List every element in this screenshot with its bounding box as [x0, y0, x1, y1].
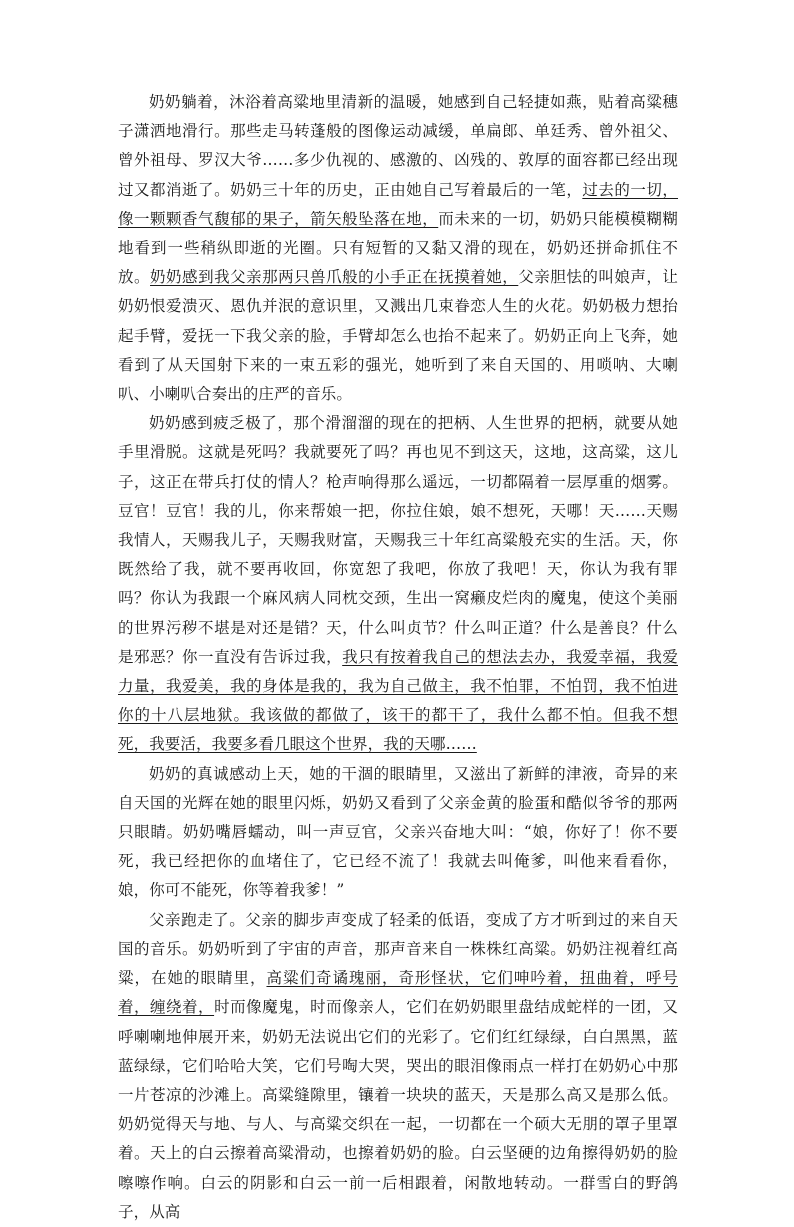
- underlined-text: 高粱们奇谲瑰丽，奇形怪状，它们呻吟着，扭曲着，呼号着，缠绕着，: [118, 969, 678, 1017]
- underlined-text: 过去的一切，像一颗颗香气馥郁的果子，箭矢般坠落在地，: [118, 180, 679, 228]
- paragraph-text: 奶奶感到疲乏极了，那个滑溜溜的现在的把柄、人生世界的把柄，就要从她手里滑脱。这就是死吗？我就要死了吗？再也见不到这天，这地，这高粱，这儿子，这正在带兵打仗的情人？枪声响得那么遥远，一切都隔着一层厚重的烟雾。豆官！豆官！我的儿，你来帮娘一把，你拉住娘，娘不想死，天哪！天……天赐我情人，天赐我儿子，天赐我财富，天赐我三十年红高粱般充实的生活。天，你既然给了我，就不要再收回，你宽恕了我吧，你放了我吧！天，你认为我有罪吗？你认为我跟一个麻风病人同枕交颈，生出一窝癞皮烂肉的魔鬼，使这个美丽的世界污秽不堪是对还是错？天，什么叫贞节？什么叫正道？什么是善良？什么是邪恶？你一直没有告诉过我，: [118, 414, 678, 666]
- underlined-text: 我只有按着我自己的想法去办，我爱幸福，我爱力量，我爱美，我的身体是我的，我为自己做主，我不怕罪，不怕罚，我不怕进你的十八层地狱。我该做的都做了，该干的都干了，我什么都不怕。但我不想死，我要活，我要多看几眼这个世界，我的天哪……: [118, 647, 678, 754]
- paragraph-text: 父亲跑走了。父亲的脚步声变成了轻柔的低语，变成了方才听到过的来自天国的音乐。奶奶听到了宇宙的声音，那声音来自一株株红高粱。奶奶注视着红高粱，在她的眼睛里，: [118, 910, 678, 988]
- underlined-text: 奶奶感到我父亲那两只兽爪般的小手正在抚摸着她，: [150, 268, 519, 287]
- paragraph-1: [118, 88, 678, 409]
- paragraph-text: 而未来的一切，奶奶只能模模糊糊地看到一些稍纵即逝的光圈。只有短暂的又黏又滑的现在，奶奶还拼命抓住不放。: [118, 209, 678, 287]
- paragraph-text: 时而像魔鬼，时而像亲人，它们在奶奶眼里盘结成蛇样的一团，又呼喇喇地伸展开来，奶奶无法说出它们的光彩了。它们红红绿绿，白白黑黑，蓝蓝绿绿，它们哈哈大笑，它们号啕大哭，哭出的眼泪像雨点一样打在奶奶心中那一片苍凉的沙滩上。高粱缝隙里，镶着一块块的蓝天，天是那么高又是那么低。奶奶觉得天与地、与人、与高粱交织在一起，一切都在一个硕大无朋的罩子里罩着。天上的白云擦着高粱滑动，也擦着奶奶的脸。白云坚硬的边角擦得奶奶的脸嚓嚓作响。白云的阴影和白云一前一后相跟着，闲散地转动。一群雪白的野鸽子，从高: [118, 998, 678, 1221]
- paragraph-text: 父亲胆怯的叫娘声，让奶奶恨爱溃灭、恩仇并泯的意识里，又溅出几束眷恋人生的火花。奶奶极力想抬起手臂，爱抚一下我父亲的脸，手臂却怎么也抬不起来了。奶奶正向上飞奔，她看到了从天国射下来的一束五彩的强光，她听到了来自天国的、用唢呐、大喇叭、小喇叭合奏出的庄严的音乐。: [118, 268, 678, 404]
- paragraph-text: 奶奶躺着，沐浴着高粱地里清新的温暖，她感到自己轻捷如燕，贴着高粱穗子潇洒地滑行。那些走马转蓬般的图像运动减缓，单扁郎、单廷秀、曾外祖父、曾外祖母、罗汉大爷……多少仇视的、感激的、凶残的、敦厚的面容都已经出现过又都消逝了。奶奶三十年的历史，正由她自己写着最后的一笔，: [118, 93, 678, 199]
- paragraph-4: [118, 906, 678, 1227]
- document-page: [118, 88, 678, 1227]
- paragraph-text: 奶奶的真诚感动上天，她的干涸的眼睛里，又滋出了新鲜的津液，奇异的来自天国的光辉在她的眼里闪烁，奶奶又看到了父亲金黄的脸蛋和酷似爷爷的那两只眼睛。奶奶嘴唇蠕动，叫一声豆官，父亲兴奋地大叫：“娘，你好了！你不要死，我已经把你的血堵住了，它已经不流了！我就去叫俺爹，叫他来看看你，娘，你可不能死，你等着我爹！”: [118, 764, 678, 900]
- paragraph-2: [118, 409, 678, 759]
- paragraph-3: [118, 760, 678, 906]
